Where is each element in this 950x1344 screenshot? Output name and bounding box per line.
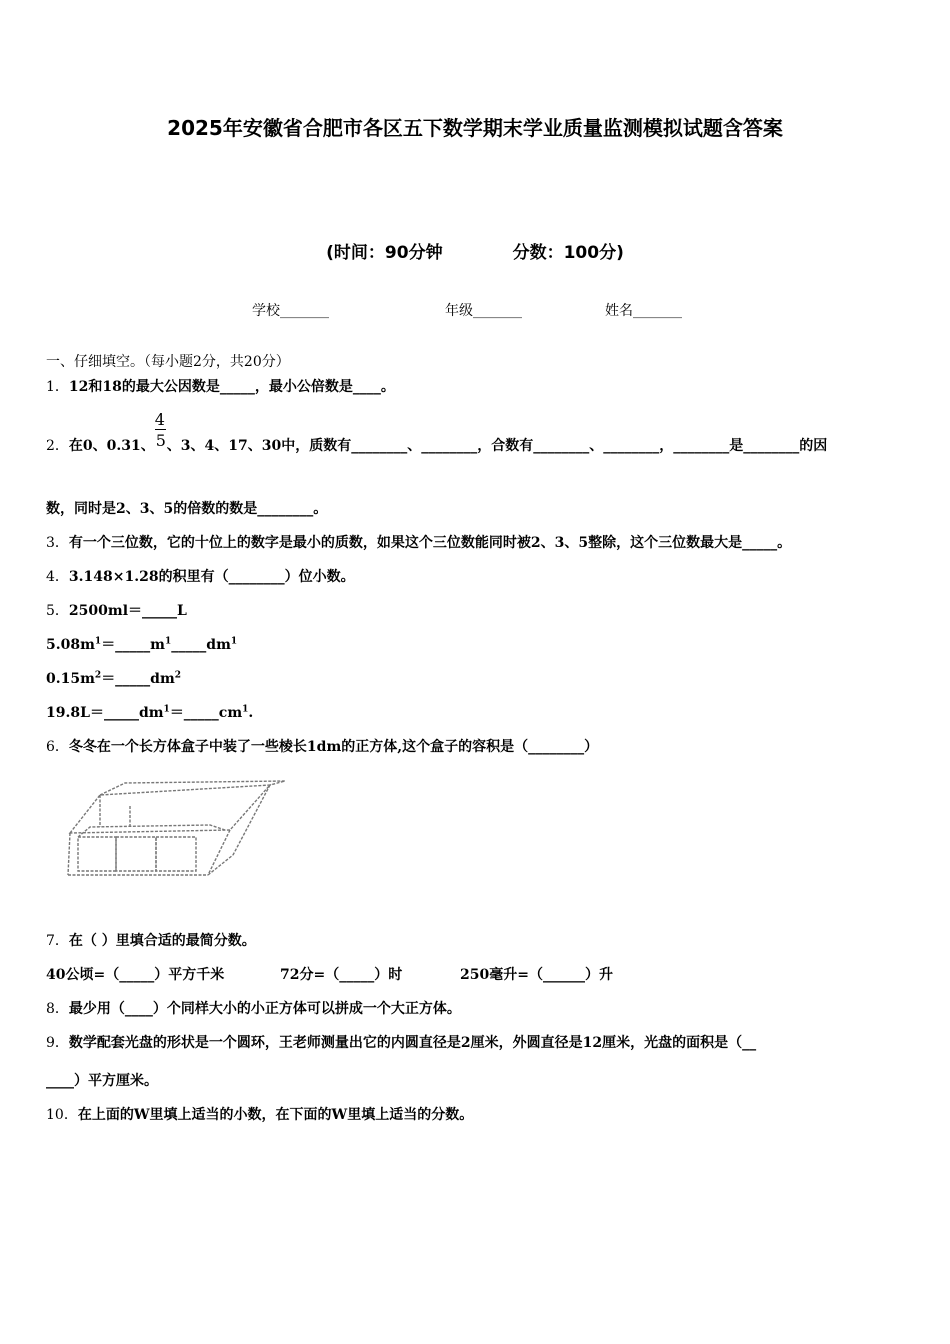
fraction-denominator: 5	[155, 431, 166, 450]
total-score: 分数：100分)	[512, 243, 624, 263]
question-4	[46, 566, 355, 586]
q5-part: .	[248, 705, 254, 721]
fraction-numerator: 4	[154, 410, 165, 429]
question-number: 10．	[46, 1107, 78, 1123]
exam-meta	[0, 238, 950, 263]
question-3	[46, 532, 791, 552]
unit-cube	[156, 837, 196, 871]
exponent: 1	[242, 704, 249, 715]
fraction	[154, 410, 167, 456]
question-number: 6．	[46, 739, 69, 755]
question-text: 在上面的W里填上适当的小数，在下面的W里填上适当的分数。	[77, 1107, 474, 1123]
unit-cube	[78, 837, 116, 871]
exponent: 1	[230, 636, 238, 647]
question-text: 最少用（____）个同样大小的小正方体可以拼成一个大正方体。	[68, 1001, 461, 1017]
question-text: 在0、0.31、	[68, 438, 155, 454]
grade-field[interactable]: 年级_______	[445, 303, 522, 319]
question-6	[46, 736, 598, 756]
question-5	[46, 600, 187, 620]
question-number: 4．	[46, 569, 69, 585]
exponent: 1	[94, 636, 102, 647]
exponent: 1	[165, 636, 172, 647]
question-number: 3．	[46, 535, 69, 551]
question-number: 8．	[46, 1001, 69, 1017]
exponent: 1	[163, 704, 170, 715]
question-5-line-4	[46, 702, 253, 722]
section-heading: 一、仔细填空。（每小题2分，共20分）	[46, 354, 290, 370]
q7-item-1: 40公顷=（_____）平方千米	[46, 967, 225, 983]
question-9-continued: ____）平方厘米。	[46, 1073, 158, 1089]
question-1	[46, 376, 395, 396]
box-edge	[68, 833, 70, 875]
name-field[interactable]: 姓名_______	[605, 303, 682, 319]
question-number: 7．	[46, 933, 69, 949]
q5-part: ＝_____m	[101, 637, 166, 653]
time-limit: (时间：90分钟	[326, 243, 443, 263]
box-lid	[100, 781, 285, 795]
question-5-line-2	[46, 634, 237, 654]
q7-item-3: 250毫升=（______）升	[460, 967, 613, 983]
q5-part: ＝_____cm	[169, 705, 243, 721]
question-2-continued: 数，同时是2、3、5的倍数的数是________。	[46, 501, 328, 517]
q5-part: 19.8L＝_____dm	[46, 705, 164, 721]
question-9	[46, 1032, 756, 1052]
box-illustration	[60, 775, 295, 885]
box-edge	[208, 830, 230, 875]
q7-item-2: 72分=（_____）时	[280, 967, 403, 983]
question-10	[46, 1104, 473, 1124]
question-number: 5．	[46, 603, 69, 619]
unit-cube	[116, 837, 156, 871]
question-text: 有一个三位数，它的十位上的数字是最小的质数，如果这个三位数能同时被2、3、5整除，这个三位数最大是_____。	[68, 535, 792, 551]
question-text: 冬冬在一个长方体盒子中装了一些棱长1dm的正方体,这个盒子的容积是（________）	[68, 739, 599, 755]
question-7	[46, 930, 256, 950]
question-2	[46, 410, 828, 456]
school-field[interactable]: 学校_______	[252, 303, 329, 319]
question-text: 数学配套光盘的形状是一个圆环，王老师测量出它的内圆直径是2厘米，外圆直径是12厘米，光盘的面积是（__	[68, 1035, 757, 1051]
q5-part: 5.08m	[46, 637, 95, 653]
fraction-bar	[155, 429, 166, 430]
question-text: 3.148×1.28的积里有（________）位小数。	[68, 569, 355, 585]
question-text: 2500ml＝_____L	[68, 603, 187, 619]
question-number: 9．	[46, 1035, 69, 1051]
exponent: 2	[94, 670, 102, 681]
question-text: 12和18的最大公因数是_____，最小公倍数是____。	[68, 379, 395, 395]
question-8	[46, 998, 461, 1018]
question-number: 2．	[46, 438, 69, 454]
question-text-cont: 、3、4、17、30中，质数有________、________，合数有________、________，________是________的因	[166, 438, 828, 454]
page-title: 2025年安徽省合肥市各区五下数学期末学业质量监测模拟试题含答案	[167, 116, 783, 140]
exponent: 2	[174, 670, 182, 681]
box-edge	[208, 855, 233, 875]
q5-part: _____dm	[171, 637, 231, 653]
question-number: 1．	[46, 379, 69, 395]
q5-part: ＝_____dm	[101, 671, 175, 687]
q5-part: 0.15m	[46, 671, 95, 687]
question-text: 在（ ）里填合适的最简分数。	[68, 933, 256, 949]
question-5-line-3	[46, 668, 181, 688]
